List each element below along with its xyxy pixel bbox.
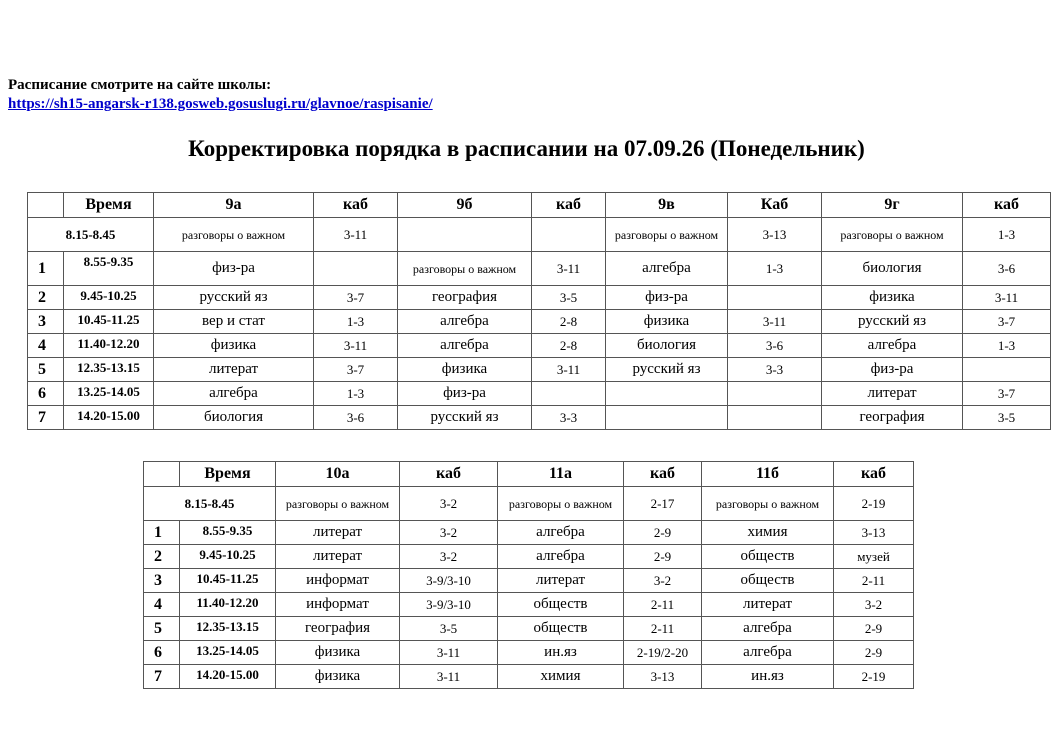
room-cell: 3-13	[728, 218, 822, 252]
column-header	[144, 462, 180, 487]
room-cell: 3-9/3-10	[400, 593, 498, 617]
time-cell: 14.20-15.00	[64, 406, 154, 430]
subject-cell: литерат	[276, 521, 400, 545]
schedule-table-10-11	[143, 461, 914, 689]
room-cell	[532, 382, 606, 406]
room-cell: 3-5	[963, 406, 1051, 430]
room-cell: 3-2	[624, 569, 702, 593]
room-cell: 3-7	[963, 382, 1051, 406]
lesson-number: 7	[28, 406, 64, 430]
room-cell: 3-6	[963, 252, 1051, 286]
room-cell: 1-3	[314, 382, 398, 406]
room-cell: 3-3	[532, 406, 606, 430]
subject-cell: русский яз	[606, 358, 728, 382]
subject-cell: физика	[822, 286, 963, 310]
column-header: 9в	[606, 193, 728, 218]
room-cell: 3-7	[963, 310, 1051, 334]
subject-cell: вер и стат	[154, 310, 314, 334]
subject-cell: разговоры о важном	[702, 487, 834, 521]
column-header	[28, 193, 64, 218]
subject-cell: ин.яз	[498, 641, 624, 665]
subject-cell: обществ	[702, 569, 834, 593]
table-row	[28, 286, 1051, 310]
table-header-row	[144, 462, 914, 487]
intro-text: Расписание смотрите на сайте школы:	[8, 77, 272, 93]
subject-cell: химия	[498, 665, 624, 689]
room-cell: 2-8	[532, 334, 606, 358]
table-row	[144, 641, 914, 665]
schedule-table-9	[27, 192, 1051, 430]
schedule-link[interactable]: https://sh15-angarsk-r138.gosweb.gosuslugi.ru/glavnoe/raspisanie/	[8, 96, 433, 112]
time-cell: 8.55-9.35	[64, 252, 154, 286]
room-cell: 3-7	[314, 286, 398, 310]
subject-cell: алгебра	[398, 310, 532, 334]
subject-cell: физ-ра	[822, 358, 963, 382]
room-cell	[963, 358, 1051, 382]
time-header: Время	[180, 462, 276, 487]
room-cell: 2-9	[834, 641, 914, 665]
table-row	[144, 521, 914, 545]
table-row	[144, 665, 914, 689]
lesson-number: 7	[144, 665, 180, 689]
page-title: Корректировка порядка в расписании на 07.09.26 (Понедельник)	[188, 136, 865, 161]
table-row	[144, 593, 914, 617]
lesson-number: 3	[144, 569, 180, 593]
subject-cell: литерат	[498, 569, 624, 593]
room-cell: 3-9/3-10	[400, 569, 498, 593]
room-cell: 3-11	[532, 358, 606, 382]
subject-cell: разговоры о важном	[822, 218, 963, 252]
subject-cell: алгебра	[606, 252, 728, 286]
column-header: 9б	[398, 193, 532, 218]
subject-cell: алгебра	[702, 617, 834, 641]
lesson-number: 5	[28, 358, 64, 382]
room-cell: 3-2	[400, 545, 498, 569]
subject-cell: география	[276, 617, 400, 641]
lesson-number: 5	[144, 617, 180, 641]
column-header: Каб	[728, 193, 822, 218]
subject-cell	[606, 382, 728, 406]
table-row	[28, 358, 1051, 382]
subject-cell: разговоры о важном	[154, 218, 314, 252]
room-cell: 3-6	[728, 334, 822, 358]
room-cell: 1-3	[314, 310, 398, 334]
column-header: 9г	[822, 193, 963, 218]
lesson-number: 1	[144, 521, 180, 545]
lesson-number: 6	[144, 641, 180, 665]
subject-cell: разговоры о важном	[606, 218, 728, 252]
subject-cell: обществ	[498, 593, 624, 617]
subject-cell: информат	[276, 569, 400, 593]
room-cell: 3-2	[834, 593, 914, 617]
room-cell: 1-3	[963, 218, 1051, 252]
table-row	[144, 487, 914, 521]
room-cell: 3-11	[400, 641, 498, 665]
subject-cell: физ-ра	[606, 286, 728, 310]
column-header: каб	[834, 462, 914, 487]
table-row	[28, 406, 1051, 430]
time-cell: 10.45-11.25	[64, 310, 154, 334]
lesson-number: 2	[144, 545, 180, 569]
subject-cell: информат	[276, 593, 400, 617]
time-cell: 12.35-13.15	[64, 358, 154, 382]
room-cell: 2-11	[624, 593, 702, 617]
room-cell: 2-19/2-20	[624, 641, 702, 665]
subject-cell: алгебра	[702, 641, 834, 665]
subject-cell: ин.яз	[702, 665, 834, 689]
lesson-number: 1	[28, 252, 64, 286]
intro-block	[8, 76, 433, 114]
subject-cell: физика	[154, 334, 314, 358]
subject-cell: разговоры о важном	[398, 252, 532, 286]
subject-cell: физика	[606, 310, 728, 334]
column-header: каб	[400, 462, 498, 487]
room-cell: 2-17	[624, 487, 702, 521]
lesson-number: 3	[28, 310, 64, 334]
room-cell: 2-8	[532, 310, 606, 334]
time-cell: 12.35-13.15	[180, 617, 276, 641]
subject-cell: география	[822, 406, 963, 430]
subject-cell: русский яз	[154, 286, 314, 310]
room-cell: 3-11	[314, 334, 398, 358]
time-cell: 13.25-14.05	[180, 641, 276, 665]
room-cell	[314, 252, 398, 286]
column-header: 9а	[154, 193, 314, 218]
room-cell: 3-13	[834, 521, 914, 545]
table-row	[144, 545, 914, 569]
subject-cell: биология	[822, 252, 963, 286]
table-row	[28, 310, 1051, 334]
time-cell: 9.45-10.25	[64, 286, 154, 310]
subject-cell: алгебра	[398, 334, 532, 358]
time-cell: 8.15-8.45	[28, 218, 154, 252]
subject-cell: обществ	[498, 617, 624, 641]
room-cell: 3-11	[532, 252, 606, 286]
time-header: Время	[64, 193, 154, 218]
room-cell: 3-2	[400, 487, 498, 521]
room-cell: 3-5	[532, 286, 606, 310]
subject-cell: физика	[398, 358, 532, 382]
subject-cell: физика	[276, 665, 400, 689]
table-header-row	[28, 193, 1051, 218]
subject-cell: алгебра	[154, 382, 314, 406]
room-cell: 3-11	[314, 218, 398, 252]
table-row	[144, 569, 914, 593]
table-row	[28, 252, 1051, 286]
time-cell: 13.25-14.05	[64, 382, 154, 406]
column-header: каб	[532, 193, 606, 218]
room-cell: 1-3	[963, 334, 1051, 358]
time-cell: 10.45-11.25	[180, 569, 276, 593]
room-cell	[728, 382, 822, 406]
room-cell: 3-11	[963, 286, 1051, 310]
subject-cell: биология	[154, 406, 314, 430]
column-header: каб	[314, 193, 398, 218]
room-cell	[728, 406, 822, 430]
table-row	[28, 218, 1051, 252]
table-row	[144, 617, 914, 641]
room-cell: 3-11	[728, 310, 822, 334]
room-cell: 3-5	[400, 617, 498, 641]
time-cell: 8.15-8.45	[144, 487, 276, 521]
column-header: 10а	[276, 462, 400, 487]
subject-cell: алгебра	[498, 521, 624, 545]
room-cell: 2-11	[624, 617, 702, 641]
room-cell: 3-11	[400, 665, 498, 689]
subject-cell: алгебра	[498, 545, 624, 569]
room-cell: 2-9	[834, 617, 914, 641]
room-cell: 3-13	[624, 665, 702, 689]
subject-cell: литерат	[276, 545, 400, 569]
subject-cell: литерат	[702, 593, 834, 617]
room-cell: 2-9	[624, 521, 702, 545]
subject-cell: алгебра	[822, 334, 963, 358]
lesson-number: 2	[28, 286, 64, 310]
subject-cell: литерат	[154, 358, 314, 382]
subject-cell: русский яз	[398, 406, 532, 430]
column-header: каб	[624, 462, 702, 487]
room-cell: 2-19	[834, 487, 914, 521]
subject-cell	[398, 218, 532, 252]
time-cell: 11.40-12.20	[64, 334, 154, 358]
column-header: каб	[963, 193, 1051, 218]
room-cell: 3-7	[314, 358, 398, 382]
room-cell: 1-3	[728, 252, 822, 286]
column-header: 11б	[702, 462, 834, 487]
room-cell: музей	[834, 545, 914, 569]
lesson-number: 6	[28, 382, 64, 406]
time-cell: 14.20-15.00	[180, 665, 276, 689]
time-cell: 11.40-12.20	[180, 593, 276, 617]
table-row	[28, 334, 1051, 358]
lesson-number: 4	[144, 593, 180, 617]
subject-cell: русский яз	[822, 310, 963, 334]
lesson-number: 4	[28, 334, 64, 358]
column-header: 11а	[498, 462, 624, 487]
subject-cell: разговоры о важном	[498, 487, 624, 521]
subject-cell: разговоры о важном	[276, 487, 400, 521]
subject-cell	[606, 406, 728, 430]
subject-cell: физика	[276, 641, 400, 665]
room-cell	[728, 286, 822, 310]
room-cell: 3-6	[314, 406, 398, 430]
subject-cell: география	[398, 286, 532, 310]
room-cell: 3-3	[728, 358, 822, 382]
subject-cell: физ-ра	[154, 252, 314, 286]
time-cell: 8.55-9.35	[180, 521, 276, 545]
table-row	[28, 382, 1051, 406]
room-cell: 2-9	[624, 545, 702, 569]
room-cell: 2-19	[834, 665, 914, 689]
room-cell	[532, 218, 606, 252]
room-cell: 3-2	[400, 521, 498, 545]
subject-cell: биология	[606, 334, 728, 358]
subject-cell: физ-ра	[398, 382, 532, 406]
subject-cell: обществ	[702, 545, 834, 569]
subject-cell: литерат	[822, 382, 963, 406]
time-cell: 9.45-10.25	[180, 545, 276, 569]
subject-cell: химия	[702, 521, 834, 545]
room-cell: 2-11	[834, 569, 914, 593]
